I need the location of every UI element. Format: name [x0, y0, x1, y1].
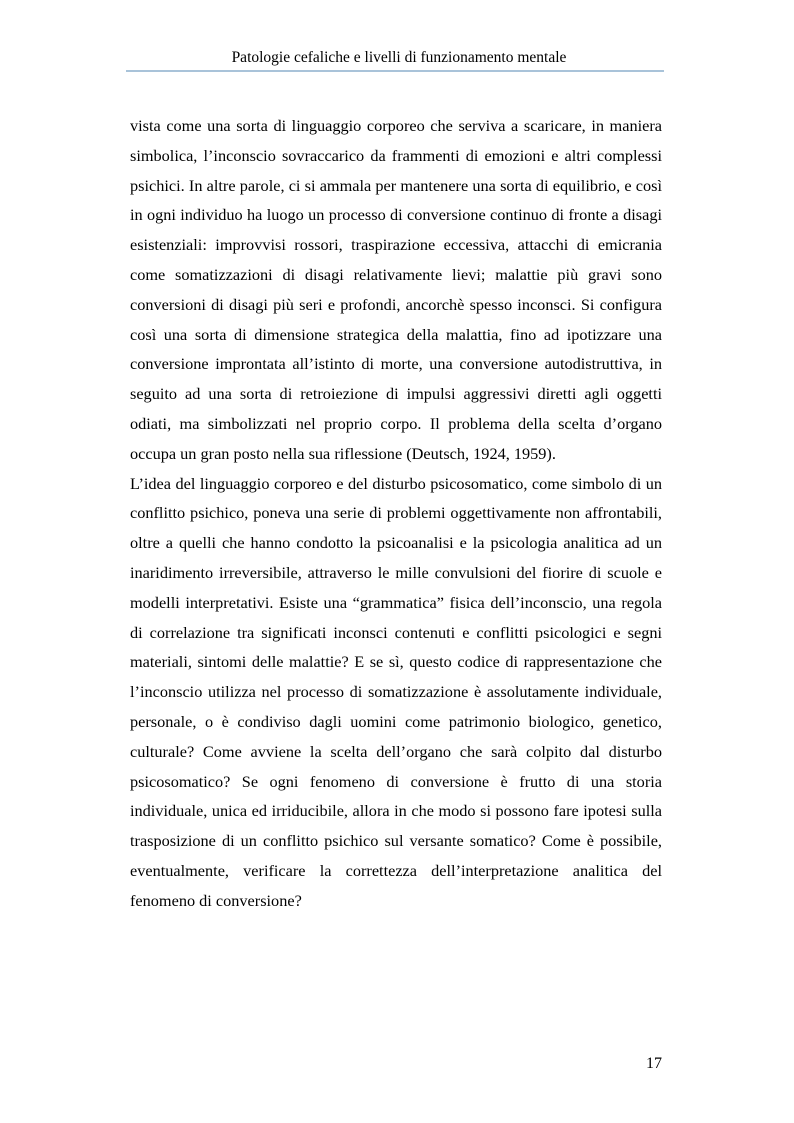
body-text [130, 111, 662, 916]
paragraph: vista come una sorta di linguaggio corporeo che serviva a scaricare, in maniera simbolica, l’inconscio sovraccarico da frammenti di emozioni e altri complessi psichici. In altre parole, ci si ammala per mantenere una sorta di equilibrio, e così in ogni individuo ha luogo un processo di conversione continuo di fronte a disagi esistenziali: improvvisi rossori, traspirazione eccessiva, attacchi di emicrania come somatizzazioni di disagi relativamente lievi; malattie più gravi sono conversioni di disagi più seri e profondi, ancorchè spesso inconsci. Si configura così una sorta di dimensione strategica della malattia, fino ad ipotizzare una conversione improntata all’istinto di morte, una conversione autodistruttiva, in seguito ad una sorta di retroiezione di impulsi aggressivi diretti agli oggetti odiati, ma simbolizzati nel proprio corpo. Il problema della scelta d’organo occupa un gran posto nella sua riflessione (Deutsch, 1924, 1959). [130, 116, 662, 463]
running-header [126, 48, 664, 68]
header-rule [126, 70, 664, 72]
page-number: 17 [646, 1055, 662, 1072]
running-header-title: Patologie cefaliche e livelli di funzionamento mentale [231, 49, 567, 66]
paragraph: L’idea del linguaggio corporeo e del disturbo psicosomatico, come simbolo di un conflitto psichico, poneva una serie di problemi oggettivamente non affrontabili, oltre a quelli che hanno condotto la psicoanalisi e la psicologia analitica ad un inaridimento irreversibile, attraverso le mille convulsioni del fiorire di scuole e modelli interpretativi. Esiste una “grammatica” fisica dell’inconscio, una regola di correlazione tra significati inconsci contenuti e conflitti psicologici e segni materiali, sintomi delle malattie? E se sì, questo codice di rappresentazione che l’inconscio utilizza nel processo di somatizzazione è assolutamente individuale, personale, o è condiviso dagli uomini come patrimonio biologico, genetico, culturale? Come avviene la scelta dell’organo che sarà colpito dal disturbo psicosomatico? Se ogni fenomeno di conversione è frutto di una storia individuale, unica ed irriducibile, allora in che modo si possono fare ipotesi sulla trasposizione di un conflitto psichico sul versante somatico? Come è possibile, eventualmente, verificare la correttezza dell’interpretazione analitica del fenomeno di conversione? [130, 473, 662, 910]
